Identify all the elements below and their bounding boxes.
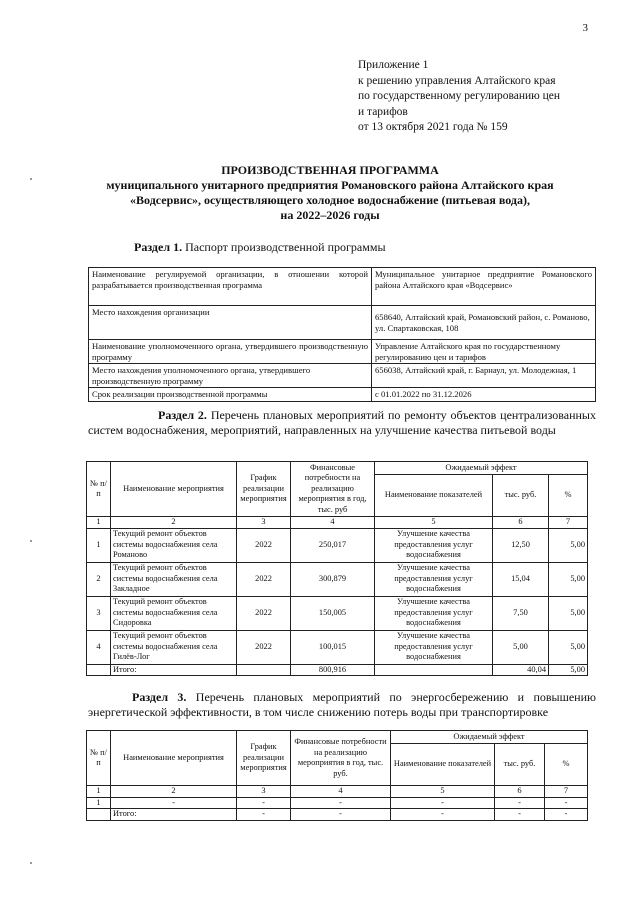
total-row — [87, 809, 588, 821]
section2-text: Перечень плановых мероприятий по ремонту объектов централизованных систем водоснабжения, мероприятий, направленных на улучшение качества питьевой воды — [88, 408, 596, 437]
row-num: 1 — [87, 797, 111, 809]
row-finance: 100,015 — [291, 630, 375, 664]
total-finance: - — [291, 809, 391, 821]
column-number: 4 — [291, 517, 375, 529]
column-number: 7 — [549, 517, 588, 529]
column-number: 5 — [375, 517, 493, 529]
table-row — [89, 268, 596, 306]
row-finance: - — [291, 797, 391, 809]
table-row — [87, 528, 588, 562]
section1-label: Раздел 1. — [134, 240, 183, 254]
row-year: 2022 — [237, 562, 291, 596]
table-row — [87, 596, 588, 630]
row-year: - — [237, 797, 291, 809]
row-name: Текущий ремонт объектов системы водоснабжения села Сидоровка — [111, 596, 237, 630]
column-number-row — [87, 786, 588, 798]
header-schedule: График реализации мероприятия — [237, 462, 291, 517]
table-row — [89, 388, 596, 402]
column-number: 4 — [291, 786, 391, 798]
row-num: 2 — [87, 562, 111, 596]
table-cell: 658640, Алтайский край, Романовский район, с. Романово, ул. Спартаковская, 108 — [372, 306, 596, 340]
header-effect: Ожидаемый эффект — [391, 731, 588, 744]
table-cell: Муниципальное унитарное предприятие Романовского района Алтайского края «Водсервис» — [372, 268, 596, 306]
row-year: 2022 — [237, 596, 291, 630]
row-finance: 300,879 — [291, 562, 375, 596]
column-number: 1 — [87, 517, 111, 529]
column-number: 6 — [495, 786, 545, 798]
total-label: Итого: — [111, 809, 237, 821]
row-indicator: Улучшение качества предоставления услуг водоснабжения — [375, 562, 493, 596]
title-line: «Водсервис», осуществляющего холодное водоснабжение (питьевая вода), — [130, 193, 530, 207]
appendix-line: от 13 октября 2021 года № 159 — [358, 121, 508, 133]
scan-mark — [30, 178, 32, 180]
total-thousand: 40,04 — [493, 664, 549, 676]
appendix-line: и тарифов — [358, 105, 408, 118]
section2-heading — [88, 408, 596, 438]
header-indicator: Наименование показателей — [391, 744, 495, 786]
row-year: 2022 — [237, 528, 291, 562]
title-line: на 2022–2026 годы — [280, 208, 380, 222]
energy-measures-table — [86, 730, 588, 821]
section1-text: Паспорт производственной программы — [185, 240, 386, 254]
header-num: № п/п — [87, 731, 111, 786]
header-finance: Финансовые потребности на реализацию мероприятия в год, тыс. руб. — [291, 731, 391, 786]
column-number: 7 — [545, 786, 588, 798]
row-thousand: 15,04 — [493, 562, 549, 596]
table-cell: Место нахождения организации — [89, 306, 372, 340]
header-name: Наименование мероприятия — [111, 731, 237, 786]
total-thousand: - — [495, 809, 545, 821]
title-line: ПРОИЗВОДСТВЕННАЯ ПРОГРАММА — [221, 163, 439, 177]
table-row — [89, 340, 596, 364]
row-indicator: Улучшение качества предоставления услуг водоснабжения — [375, 596, 493, 630]
column-number: 5 — [391, 786, 495, 798]
repair-measures-table — [86, 461, 588, 676]
header-indicator: Наименование показателей — [375, 475, 493, 517]
column-number: 2 — [111, 517, 237, 529]
passport-table — [88, 267, 596, 402]
row-finance: 150,005 — [291, 596, 375, 630]
table-row — [89, 306, 596, 340]
row-thousand: 12,50 — [493, 528, 549, 562]
header-percent: % — [545, 744, 588, 786]
row-name: - — [111, 797, 237, 809]
row-percent: 5,00 — [549, 596, 588, 630]
row-percent: 5,00 — [549, 528, 588, 562]
table-row — [87, 797, 588, 809]
page-number: 3 — [582, 22, 588, 34]
total-row — [87, 664, 588, 676]
row-thousand: 7,50 — [493, 596, 549, 630]
total-indicator: - — [391, 809, 495, 821]
row-name: Текущий ремонт объектов системы водоснабжения села Романово — [111, 528, 237, 562]
table-cell: Место нахождения уполномоченного органа, утвердившего производственную программу — [89, 364, 372, 388]
row-num: 4 — [87, 630, 111, 664]
column-number: 3 — [237, 786, 291, 798]
appendix-block — [358, 58, 608, 136]
header-percent: % — [549, 475, 588, 517]
row-indicator: Улучшение качества предоставления услуг водоснабжения — [375, 528, 493, 562]
row-indicator: Улучшение качества предоставления услуг водоснабжения — [375, 630, 493, 664]
table-header-row — [87, 731, 588, 744]
table-row — [87, 630, 588, 664]
section3-label: Раздел 3. — [132, 690, 187, 704]
header-schedule: График реализации мероприятия — [237, 731, 291, 786]
row-percent: 5,00 — [549, 630, 588, 664]
header-num: № п/п — [87, 462, 111, 517]
column-number: 6 — [493, 517, 549, 529]
appendix-line: Приложение 1 — [358, 59, 429, 71]
column-number: 2 — [111, 786, 237, 798]
table-header-row — [87, 462, 588, 475]
row-num: 1 — [87, 528, 111, 562]
table-cell: Наименование уполномоченного органа, утвердившего производственную программу — [89, 340, 372, 364]
row-year: 2022 — [237, 630, 291, 664]
table-cell: Управление Алтайского края по государственному регулированию цен и тарифов — [372, 340, 596, 364]
row-indicator: - — [391, 797, 495, 809]
header-name: Наименование мероприятия — [111, 462, 237, 517]
total-percent: 5,00 — [549, 664, 588, 676]
header-effect: Ожидаемый эффект — [375, 462, 588, 475]
table-row — [89, 364, 596, 388]
total-year: - — [237, 809, 291, 821]
column-number: 3 — [237, 517, 291, 529]
row-name: Текущий ремонт объектов системы водоснабжения села Закладное — [111, 562, 237, 596]
column-number-row — [87, 517, 588, 529]
table-cell: Срок реализации производственной программы — [89, 388, 372, 402]
row-percent: - — [545, 797, 588, 809]
total-label: Итого: — [111, 664, 237, 676]
table-cell: Наименование регулируемой организации, в отношении которой разрабатывается производственная программа — [89, 268, 372, 306]
table-cell: с 01.01.2022 по 31.12.2026 — [372, 388, 596, 402]
row-finance: 250,017 — [291, 528, 375, 562]
section3-text: Перечень плановых мероприятий по энергосбережению и повышению энергетической эффективности, в том числе снижению потерь воды при транспортировке — [88, 690, 596, 719]
section2-label: Раздел 2. — [158, 408, 207, 422]
section3-heading — [88, 690, 596, 720]
table-row — [87, 562, 588, 596]
total-percent: - — [545, 809, 588, 821]
table-cell: 656038, Алтайский край, г. Барнаул, ул. Молодежная, 1 — [372, 364, 596, 388]
header-thousand: тыс. руб. — [495, 744, 545, 786]
appendix-line: по государственному регулированию цен — [358, 90, 561, 102]
appendix-line: к решению управления Алтайского края — [358, 74, 556, 87]
document-title — [40, 163, 620, 223]
column-number: 1 — [87, 786, 111, 798]
row-num: 3 — [87, 596, 111, 630]
row-percent: 5,00 — [549, 562, 588, 596]
row-thousand: 5,00 — [493, 630, 549, 664]
total-finance: 800,916 — [291, 664, 375, 676]
row-thousand: - — [495, 797, 545, 809]
section1-heading — [134, 240, 386, 255]
scan-mark — [30, 540, 32, 542]
scan-mark — [30, 862, 32, 864]
header-finance: Финансовые потребности на реализацию мероприятия в год, тыс. руб — [291, 462, 375, 517]
header-thousand: тыс. руб. — [493, 475, 549, 517]
row-name: Текущий ремонт объектов системы водоснабжения села Гилёв-Лог — [111, 630, 237, 664]
title-line: муниципального унитарного предприятия Романовского района Алтайского края — [106, 178, 554, 192]
